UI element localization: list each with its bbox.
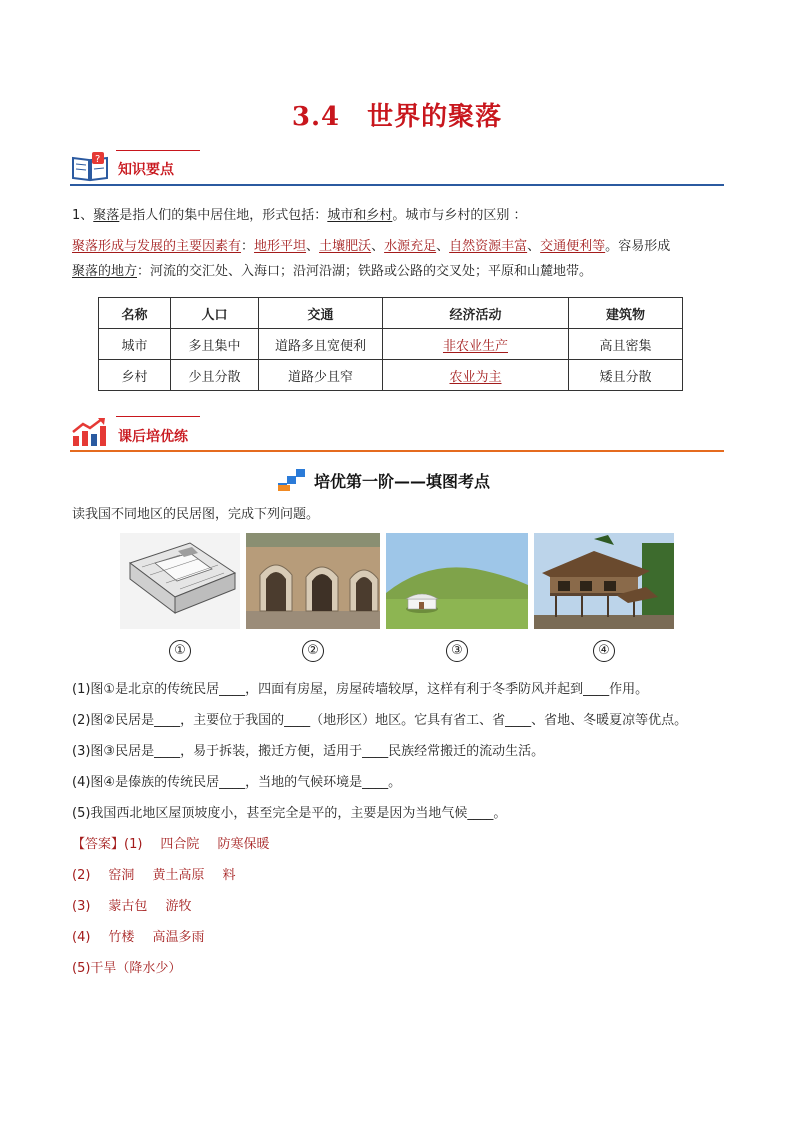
table-row bbox=[99, 360, 683, 391]
answer-3: (3) 蒙古包 游牧 bbox=[72, 899, 192, 914]
table-cell: 高且密集 bbox=[569, 329, 683, 360]
bar-chart-arrow-icon bbox=[70, 416, 110, 448]
question-2: (2)图②民居是____，主要位于我国的____（地形区）地区。它具有省工、省____、省地、冬暖夏凉等优点。 bbox=[72, 713, 688, 728]
factor-4: 自然资源丰富 bbox=[449, 239, 528, 254]
answer-5: (5)干旱（降水少） bbox=[72, 961, 182, 976]
table-cell: 城市 bbox=[99, 329, 171, 360]
photo-mark-4: ④ bbox=[593, 640, 615, 662]
factor-1: 地形平坦 bbox=[254, 239, 307, 254]
exercise-intro: 读我国不同地区的民居图，完成下列问题。 bbox=[72, 507, 320, 522]
photo-mark-2: ② bbox=[302, 640, 324, 662]
photo-mark-1: ① bbox=[169, 640, 191, 662]
steps-icon bbox=[276, 467, 308, 493]
table-header: 建筑物 bbox=[569, 298, 683, 329]
question-5: (5)我国西北地区屋顶坡度小，甚至完全是平的，主要是因为当地气候____。 bbox=[72, 806, 507, 821]
question-3: (3)图③民居是____，易于拆装，搬迁方便，适用于____民族经常搬迁的流动生活。 bbox=[72, 744, 545, 759]
table-cell: 少且分散 bbox=[171, 360, 259, 391]
city-village-table bbox=[98, 297, 683, 391]
section-topline bbox=[116, 416, 200, 417]
table-header: 经济活动 bbox=[383, 298, 569, 329]
factors-lead: 聚落形成与发展的主要因素有 bbox=[72, 239, 242, 254]
paragraph-settlement-factors: 聚落形成与发展的主要因素有：地形平坦、土壤肥沃、水源充足、自然资源丰富、交通便利等。容易形成 聚落的地方：河流的交汇处、入海口；沿河沿湖；铁路或公路的交叉处；平原和山麓地带。 bbox=[72, 239, 671, 279]
section-header-knowledge bbox=[70, 150, 724, 186]
siheyuan-image bbox=[120, 533, 240, 629]
factor-5: 交通便利等 bbox=[540, 239, 606, 254]
table-cell: 矮且分散 bbox=[569, 360, 683, 391]
table-header: 交通 bbox=[259, 298, 383, 329]
bamboo-house-image bbox=[534, 533, 674, 629]
factor-2: 土壤肥沃 bbox=[319, 239, 372, 254]
table-cell: 道路少且窄 bbox=[259, 360, 383, 391]
factor-3: 水源充足 bbox=[384, 239, 437, 254]
svg-text:?: ? bbox=[95, 154, 101, 165]
term-forms: 城市和乡村 bbox=[327, 208, 393, 223]
table-header-row bbox=[99, 298, 683, 329]
answer-4: (4) 竹楼 高温多雨 bbox=[72, 930, 205, 945]
book-icon bbox=[70, 150, 110, 182]
photo-mark-3: ③ bbox=[446, 640, 468, 662]
table-cell: 农业为主 bbox=[383, 360, 569, 391]
table-header: 名称 bbox=[99, 298, 171, 329]
paragraph-settlement-definition: 1、聚落是指人们的集中居住地，形式包括：城市和乡村。城市与乡村的区别 ： bbox=[72, 208, 527, 223]
page-title: 3.4 世界的聚落 bbox=[291, 102, 503, 132]
section-header-exercise bbox=[70, 416, 724, 452]
section-topline bbox=[116, 150, 200, 151]
table-header: 人口 bbox=[171, 298, 259, 329]
answer-2: (2) 窑洞 黄土高原 料 bbox=[72, 868, 236, 883]
table-cell: 道路多且宽便利 bbox=[259, 329, 383, 360]
table-cell: 乡村 bbox=[99, 360, 171, 391]
answer-1: 【答案】(1) 四合院 防寒保暖 bbox=[72, 837, 270, 852]
section-rule bbox=[70, 184, 724, 186]
section-label: 课后培优练 bbox=[118, 429, 188, 445]
yurt-image bbox=[386, 533, 528, 629]
cave-dwelling-image bbox=[246, 533, 380, 629]
question-1: (1)图①是北京的传统民居____，四面有房屋，房屋砖墙较厚，这样有利于冬季防风并起到____作用。 bbox=[72, 682, 649, 697]
table-cell: 多且集中 bbox=[171, 329, 259, 360]
table-row bbox=[99, 329, 683, 360]
section-rule bbox=[70, 450, 724, 452]
question-4: (4)图④是傣族的传统民居____，当地的气候环境是____。 bbox=[72, 775, 402, 790]
term-places: 聚落的地方 bbox=[72, 264, 138, 279]
subheading-text: 培优第一阶——填图考点 bbox=[314, 472, 491, 491]
table-cell: 非农业生产 bbox=[383, 329, 569, 360]
section-label: 知识要点 bbox=[118, 162, 174, 178]
term-settlement: 聚落 bbox=[93, 208, 120, 223]
